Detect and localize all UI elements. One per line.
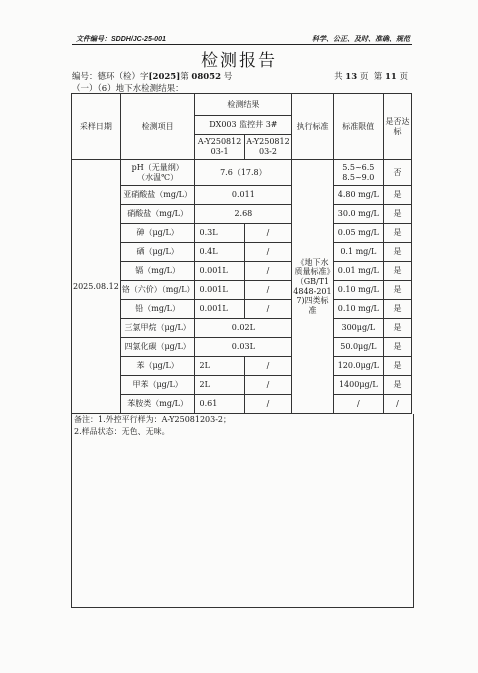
table-row bbox=[72, 186, 412, 205]
total-prefix: 共 bbox=[334, 72, 346, 82]
col-header-compliance: 是否达标 bbox=[383, 94, 411, 160]
page-info bbox=[334, 70, 408, 82]
table-row bbox=[72, 160, 412, 186]
report-number-value: 08052 bbox=[191, 72, 221, 82]
col-header-sample-2: A-Y25081203-2 bbox=[244, 135, 292, 160]
standard-limit: / bbox=[333, 395, 383, 414]
compliance: 是 bbox=[383, 300, 411, 319]
compliance: 是 bbox=[383, 224, 411, 243]
result-value-1: 0.3L bbox=[195, 224, 244, 243]
remark-line-2: 2.样品状态：无色、无味。 bbox=[74, 426, 170, 436]
compliance: 是 bbox=[383, 338, 411, 357]
sampling-date: 2025.08.12 bbox=[72, 160, 121, 414]
result-value: 0.02L bbox=[195, 319, 292, 338]
col-header-date: 采样日期 bbox=[72, 94, 121, 160]
table-row bbox=[72, 338, 412, 357]
result-value: 0.011 bbox=[195, 186, 292, 205]
standard-limit: 300μg/L bbox=[333, 319, 383, 338]
result-value-1: 0.001L bbox=[195, 281, 244, 300]
doc-code: 文件编号：SDDH/JC-25-001 bbox=[76, 36, 166, 43]
table-row bbox=[72, 395, 412, 414]
test-item: 铬（六价）（mg/L） bbox=[120, 281, 195, 300]
compliance: 是 bbox=[383, 376, 411, 395]
table-row bbox=[72, 357, 412, 376]
table-row bbox=[72, 205, 412, 224]
page-title: 检测报告 bbox=[201, 51, 277, 71]
result-value-1: 0.001L bbox=[195, 262, 244, 281]
remark-line-1: 备注：1.外控平行样为：A-Y25081203-2； bbox=[74, 415, 232, 424]
report-number-suffix: 号 bbox=[221, 72, 233, 82]
standard-limit: 120.0μg/L bbox=[333, 357, 383, 376]
result-value-2: / bbox=[244, 395, 292, 414]
table-row bbox=[72, 376, 412, 395]
test-item: 硒（μg/L） bbox=[120, 243, 195, 262]
result-value-2: / bbox=[244, 281, 292, 300]
result-value-1: 0.4L bbox=[195, 243, 244, 262]
result-value-1: 0.61 bbox=[195, 395, 244, 414]
test-item: 铅（mg/L） bbox=[120, 300, 195, 319]
table-row bbox=[72, 281, 412, 300]
results-table bbox=[71, 93, 412, 414]
result-value-2: / bbox=[244, 243, 292, 262]
compliance: / bbox=[383, 395, 411, 414]
col-header-point: DX003 监控井 3# bbox=[195, 116, 292, 135]
test-item: 苯（μg/L） bbox=[120, 357, 195, 376]
test-item: pH（无量纲）（水温℃） bbox=[120, 160, 195, 186]
standard-limit: 50.0μg/L bbox=[333, 338, 383, 357]
test-item: 镉（mg/L） bbox=[120, 262, 195, 281]
standard-limit: 0.1 mg/L bbox=[333, 243, 383, 262]
test-item: 甲苯（μg/L） bbox=[120, 376, 195, 395]
test-item: 砷（μg/L） bbox=[120, 224, 195, 243]
report-number-prefix: 编号：德环（检）字 bbox=[72, 72, 149, 82]
result-value-2: / bbox=[244, 262, 292, 281]
result-value-2: / bbox=[244, 357, 292, 376]
test-item: 亚硝酸盐（mg/L） bbox=[120, 186, 195, 205]
result-value-1: 0.001L bbox=[195, 300, 244, 319]
compliance: 是 bbox=[383, 357, 411, 376]
test-item: 硝酸盐（mg/L） bbox=[120, 205, 195, 224]
current-prefix: 第 bbox=[373, 72, 385, 82]
section-heading: （一）（6）地下水检测结果： bbox=[72, 84, 184, 94]
compliance: 是 bbox=[383, 205, 411, 224]
standard-limit: 30.0 mg/L bbox=[333, 205, 383, 224]
motto: 科学、公正、及时、准确、规范 bbox=[312, 36, 410, 43]
compliance: 否 bbox=[383, 160, 411, 186]
test-item: 三氯甲烷（μg/L） bbox=[120, 319, 195, 338]
executed-standard: 《地下水质量标准》（GB/T14848-2017)四类标准 bbox=[292, 160, 333, 414]
compliance: 是 bbox=[383, 319, 411, 338]
standard-limit: 0.05 mg/L bbox=[333, 224, 383, 243]
table-row bbox=[72, 262, 412, 281]
result-value-1: 2L bbox=[195, 376, 244, 395]
header-rule bbox=[72, 44, 412, 45]
compliance: 是 bbox=[383, 243, 411, 262]
compliance: 是 bbox=[383, 262, 411, 281]
table-row bbox=[72, 319, 412, 338]
table-row bbox=[72, 243, 412, 262]
standard-limit: 5.5~6.5 8.5~9.0 bbox=[333, 160, 383, 186]
total-suffix: 页 bbox=[357, 72, 369, 82]
result-value-1: 2L bbox=[195, 357, 244, 376]
result-value: 0.03L bbox=[195, 338, 292, 357]
standard-limit: 0.10 mg/L bbox=[333, 281, 383, 300]
standard-limit: 0.10 mg/L bbox=[333, 300, 383, 319]
col-header-limit: 标准限值 bbox=[333, 94, 383, 160]
report-number bbox=[72, 70, 232, 82]
standard-limit: 0.01 mg/L bbox=[333, 262, 383, 281]
standard-limit: 4.80 mg/L bbox=[333, 186, 383, 205]
report-number-year: [2025] bbox=[148, 72, 181, 82]
total-pages: 13 bbox=[345, 72, 358, 82]
test-item: 四氯化碳（μg/L） bbox=[120, 338, 195, 357]
report-number-middle: 第 bbox=[180, 72, 192, 82]
standard-limit: 1400μg/L bbox=[333, 376, 383, 395]
result-value: 7.6（17.8） bbox=[195, 160, 292, 186]
current-suffix: 页 bbox=[396, 72, 408, 82]
result-value-2: / bbox=[244, 224, 292, 243]
table-row bbox=[72, 224, 412, 243]
col-header-result: 检测结果 bbox=[195, 94, 292, 116]
col-header-sample-1: A-Y25081203-1 bbox=[195, 135, 244, 160]
test-item: 苯胺类（mg/L） bbox=[120, 395, 195, 414]
compliance: 是 bbox=[383, 281, 411, 300]
col-header-standard: 执行标准 bbox=[292, 94, 333, 160]
result-value: 2.68 bbox=[195, 205, 292, 224]
compliance: 是 bbox=[383, 186, 411, 205]
result-value-2: / bbox=[244, 376, 292, 395]
result-value-2: / bbox=[244, 300, 292, 319]
current-page: 11 bbox=[384, 72, 397, 82]
col-header-item: 检测项目 bbox=[120, 94, 195, 160]
table-row bbox=[72, 300, 412, 319]
remarks-box bbox=[71, 414, 414, 608]
